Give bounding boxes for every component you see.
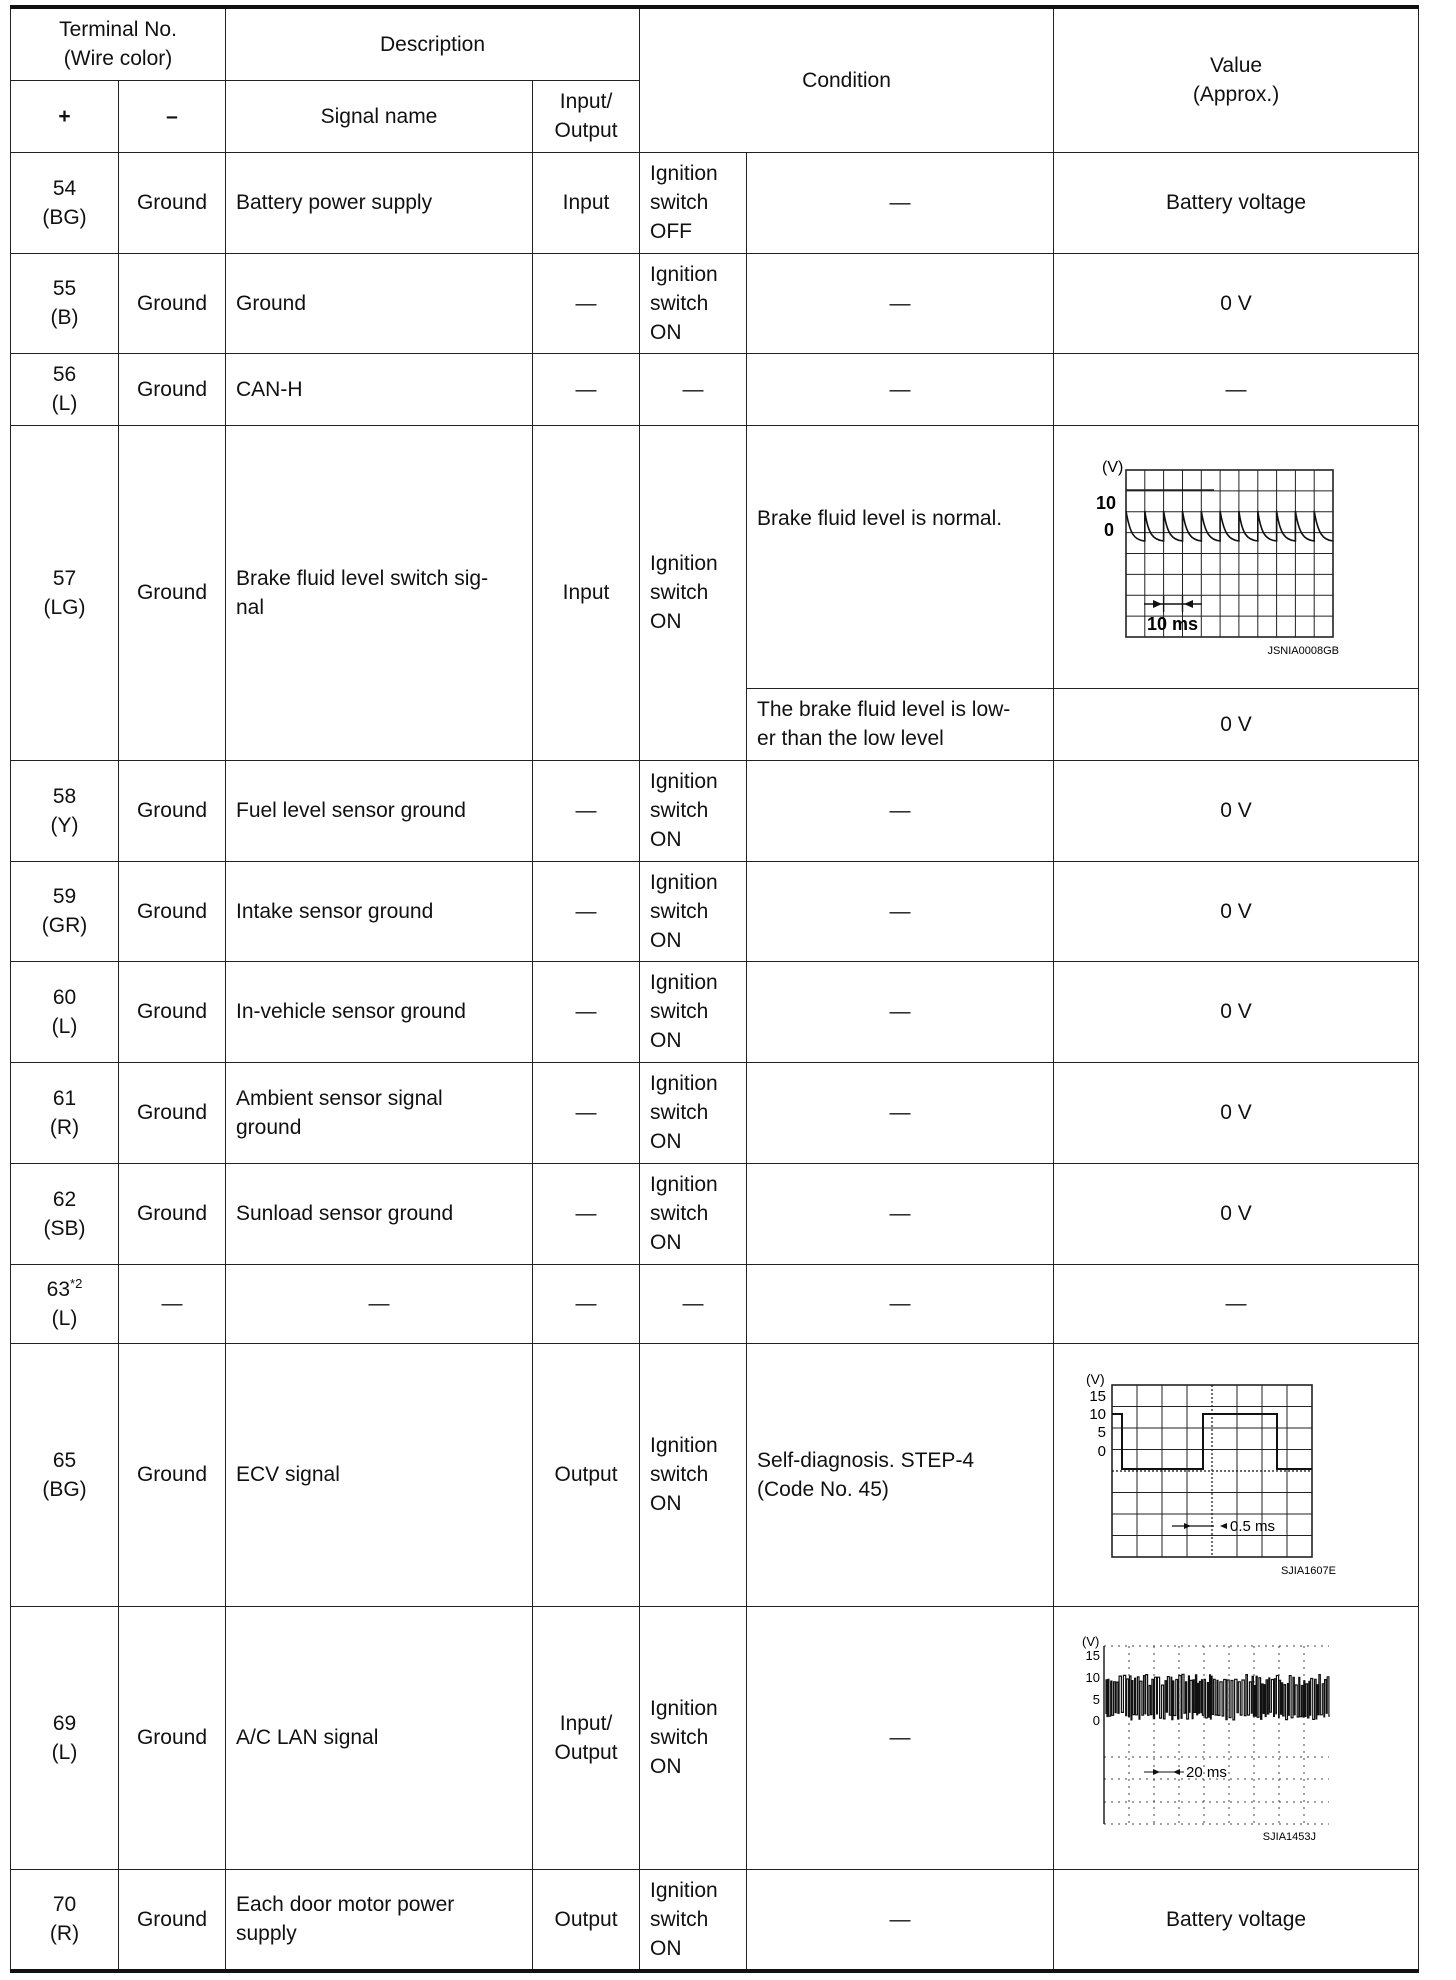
condition-cell: Ignition switch ON bbox=[640, 961, 747, 1062]
waveform-y-tick: 15 bbox=[1085, 1647, 1101, 1663]
condition-cell: Ignition switch ON bbox=[640, 1163, 747, 1264]
signal-cell: Each door motor power supply bbox=[226, 1869, 533, 1971]
waveform-cell bbox=[1054, 425, 1419, 688]
condition-cell: Ignition switch ON bbox=[640, 425, 747, 760]
value-cell: 0 V bbox=[1054, 760, 1419, 861]
table-row bbox=[11, 961, 1419, 1062]
waveform-y-tick: 0 bbox=[1092, 1712, 1101, 1728]
waveform-cell bbox=[1054, 1606, 1419, 1869]
waveform-time-label: 20 ms bbox=[1186, 1763, 1227, 1781]
waveform-code: JSNIA0008GB bbox=[1267, 644, 1340, 657]
io-cell: Input bbox=[533, 425, 640, 760]
table-row bbox=[11, 253, 1419, 353]
table-row bbox=[11, 152, 1419, 253]
condition-cell: Ignition switch ON bbox=[640, 1062, 747, 1163]
waveform-cell bbox=[1054, 1343, 1419, 1606]
terminal-cell: 58 (Y) bbox=[11, 760, 119, 861]
condition-detail-cell: — bbox=[747, 861, 1054, 961]
waveform-code: SJIA1607E bbox=[1280, 1565, 1337, 1577]
signal-cell: Sunload sensor ground bbox=[226, 1163, 533, 1264]
table-row bbox=[11, 1264, 1419, 1343]
signal-cell: Ambient sensor signal ground bbox=[226, 1062, 533, 1163]
waveform-y-tick: 0 bbox=[1097, 1443, 1107, 1460]
condition-detail-cell: — bbox=[747, 961, 1054, 1062]
ground-cell: Ground bbox=[119, 1869, 226, 1971]
condition-detail-cell: — bbox=[747, 1606, 1054, 1869]
table-row bbox=[11, 861, 1419, 961]
io-cell: — bbox=[533, 1264, 640, 1343]
ground-cell: Ground bbox=[119, 1062, 226, 1163]
terminal-cell: 55 (B) bbox=[11, 253, 119, 353]
table-row bbox=[11, 1606, 1419, 1869]
waveform-y-tick: 10 bbox=[1089, 1406, 1107, 1423]
header-plus: + bbox=[11, 80, 119, 152]
condition-cell: Ignition switch ON bbox=[640, 861, 747, 961]
condition-cell: — bbox=[640, 1264, 747, 1343]
condition-cell: — bbox=[640, 353, 747, 425]
header-condition: Condition bbox=[640, 7, 1054, 152]
value-cell: 0 V bbox=[1054, 253, 1419, 353]
terminal-number: 63 bbox=[46, 1277, 71, 1301]
ground-cell: Ground bbox=[119, 961, 226, 1062]
terminal-cell: 60 (L) bbox=[11, 961, 119, 1062]
io-cell: — bbox=[533, 861, 640, 961]
condition-detail-cell: Brake fluid level is normal. bbox=[747, 425, 1054, 688]
header-minus: – bbox=[119, 80, 226, 152]
value-cell: 0 V bbox=[1054, 688, 1419, 760]
signal-cell: In-vehicle sensor ground bbox=[226, 961, 533, 1062]
terminal-cell: 57 (LG) bbox=[11, 425, 119, 760]
table-row bbox=[11, 760, 1419, 861]
ground-cell: Ground bbox=[119, 253, 226, 353]
ground-cell: Ground bbox=[119, 152, 226, 253]
condition-detail-cell: — bbox=[747, 1264, 1054, 1343]
io-cell: Output bbox=[533, 1343, 640, 1606]
table-row bbox=[11, 1869, 1419, 1971]
waveform-unit: (V) bbox=[1086, 1371, 1105, 1387]
signal-cell: Battery power supply bbox=[226, 152, 533, 253]
waveform-y-tick: 5 bbox=[1097, 1424, 1107, 1441]
header-value: Value (Approx.) bbox=[1054, 7, 1419, 152]
condition-cell: Ignition switch ON bbox=[640, 1869, 747, 1971]
io-cell: — bbox=[533, 961, 640, 1062]
waveform-y-tick: 10 bbox=[1085, 1669, 1101, 1685]
signal-cell: ECV signal bbox=[226, 1343, 533, 1606]
condition-cell: Ignition switch ON bbox=[640, 1606, 747, 1869]
waveform-time-label: 0.5 ms bbox=[1230, 1518, 1276, 1535]
ground-cell: Ground bbox=[119, 1163, 226, 1264]
value-cell: — bbox=[1054, 1264, 1419, 1343]
terminal-cell: 56 (L) bbox=[11, 353, 119, 425]
value-cell: Battery voltage bbox=[1054, 1869, 1419, 1971]
header-io: Input/ Output bbox=[533, 80, 640, 152]
terminal-cell: 61 (R) bbox=[11, 1062, 119, 1163]
ground-cell: Ground bbox=[119, 353, 226, 425]
signal-cell: CAN-H bbox=[226, 353, 533, 425]
header-description: Description bbox=[226, 7, 640, 80]
waveform-code: SJIA1453J bbox=[1262, 1830, 1317, 1843]
value-cell: — bbox=[1054, 353, 1419, 425]
waveform-y-hi: 10 bbox=[1096, 492, 1117, 513]
io-cell: — bbox=[533, 1062, 640, 1163]
signal-cell: Fuel level sensor ground bbox=[226, 760, 533, 861]
signal-cell: Ground bbox=[226, 253, 533, 353]
io-cell: — bbox=[533, 253, 640, 353]
waveform-y-lo: 0 bbox=[1104, 519, 1115, 540]
condition-detail-cell: — bbox=[747, 152, 1054, 253]
value-cell: 0 V bbox=[1054, 1163, 1419, 1264]
signal-cell: A/C LAN signal bbox=[226, 1606, 533, 1869]
signal-cell: Intake sensor ground bbox=[226, 861, 533, 961]
condition-cell: Ignition switch ON bbox=[640, 760, 747, 861]
terminal-table bbox=[10, 5, 1419, 1973]
condition-detail-cell: — bbox=[747, 1163, 1054, 1264]
table-row bbox=[11, 353, 1419, 425]
signal-cell: — bbox=[226, 1264, 533, 1343]
terminal-footnote: *2 bbox=[70, 1275, 83, 1291]
value-cell: 0 V bbox=[1054, 1062, 1419, 1163]
ac-lan-waveform bbox=[1054, 1624, 1354, 1844]
value-cell: 0 V bbox=[1054, 861, 1419, 961]
condition-detail-cell: — bbox=[747, 760, 1054, 861]
terminal-cell bbox=[11, 1264, 119, 1343]
terminal-cell: 59 (GR) bbox=[11, 861, 119, 961]
header-row-1 bbox=[11, 7, 1419, 80]
terminal-cell: 62 (SB) bbox=[11, 1163, 119, 1264]
condition-cell: Ignition switch ON bbox=[640, 1343, 747, 1606]
ground-cell: Ground bbox=[119, 425, 226, 760]
table-row bbox=[11, 1343, 1419, 1606]
condition-detail-cell: — bbox=[747, 1062, 1054, 1163]
condition-cell: Ignition switch OFF bbox=[640, 152, 747, 253]
ground-cell: — bbox=[119, 1264, 226, 1343]
condition-cell: Ignition switch ON bbox=[640, 253, 747, 353]
condition-detail-cell: — bbox=[747, 353, 1054, 425]
condition-detail-cell: The brake fluid level is low- er than the low level bbox=[747, 688, 1054, 760]
brake-fluid-waveform bbox=[1054, 448, 1354, 658]
condition-detail-cell: — bbox=[747, 1869, 1054, 1971]
value-cell: Battery voltage bbox=[1054, 152, 1419, 253]
table-row bbox=[11, 1062, 1419, 1163]
io-cell: Output bbox=[533, 1869, 640, 1971]
table-row bbox=[11, 425, 1419, 688]
ecv-waveform bbox=[1054, 1363, 1354, 1578]
value-cell: 0 V bbox=[1054, 961, 1419, 1062]
ground-cell: Ground bbox=[119, 760, 226, 861]
terminal-color: (L) bbox=[51, 1306, 78, 1330]
header-signal-name: Signal name bbox=[226, 80, 533, 152]
waveform-time-label: 10 ms bbox=[1147, 613, 1199, 634]
terminal-cell: 70 (R) bbox=[11, 1869, 119, 1971]
table-row bbox=[11, 1163, 1419, 1264]
terminal-cell: 65 (BG) bbox=[11, 1343, 119, 1606]
io-cell: Input bbox=[533, 152, 640, 253]
terminal-cell: 54 (BG) bbox=[11, 152, 119, 253]
waveform-unit: (V) bbox=[1102, 458, 1124, 476]
ground-cell: Ground bbox=[119, 861, 226, 961]
header-terminal: Terminal No. (Wire color) bbox=[11, 7, 226, 80]
condition-detail-cell: — bbox=[747, 253, 1054, 353]
io-cell: — bbox=[533, 760, 640, 861]
io-cell: — bbox=[533, 353, 640, 425]
terminal-cell: 69 (L) bbox=[11, 1606, 119, 1869]
ground-cell: Ground bbox=[119, 1606, 226, 1869]
waveform-unit: (V) bbox=[1082, 1633, 1100, 1649]
waveform-y-tick: 15 bbox=[1089, 1388, 1107, 1405]
io-cell: — bbox=[533, 1163, 640, 1264]
signal-cell: Brake fluid level switch sig- nal bbox=[226, 425, 533, 760]
ground-cell: Ground bbox=[119, 1343, 226, 1606]
io-cell: Input/ Output bbox=[533, 1606, 640, 1869]
condition-detail-cell: Self-diagnosis. STEP-4 (Code No. 45) bbox=[747, 1343, 1054, 1606]
waveform-y-tick: 5 bbox=[1092, 1691, 1101, 1707]
